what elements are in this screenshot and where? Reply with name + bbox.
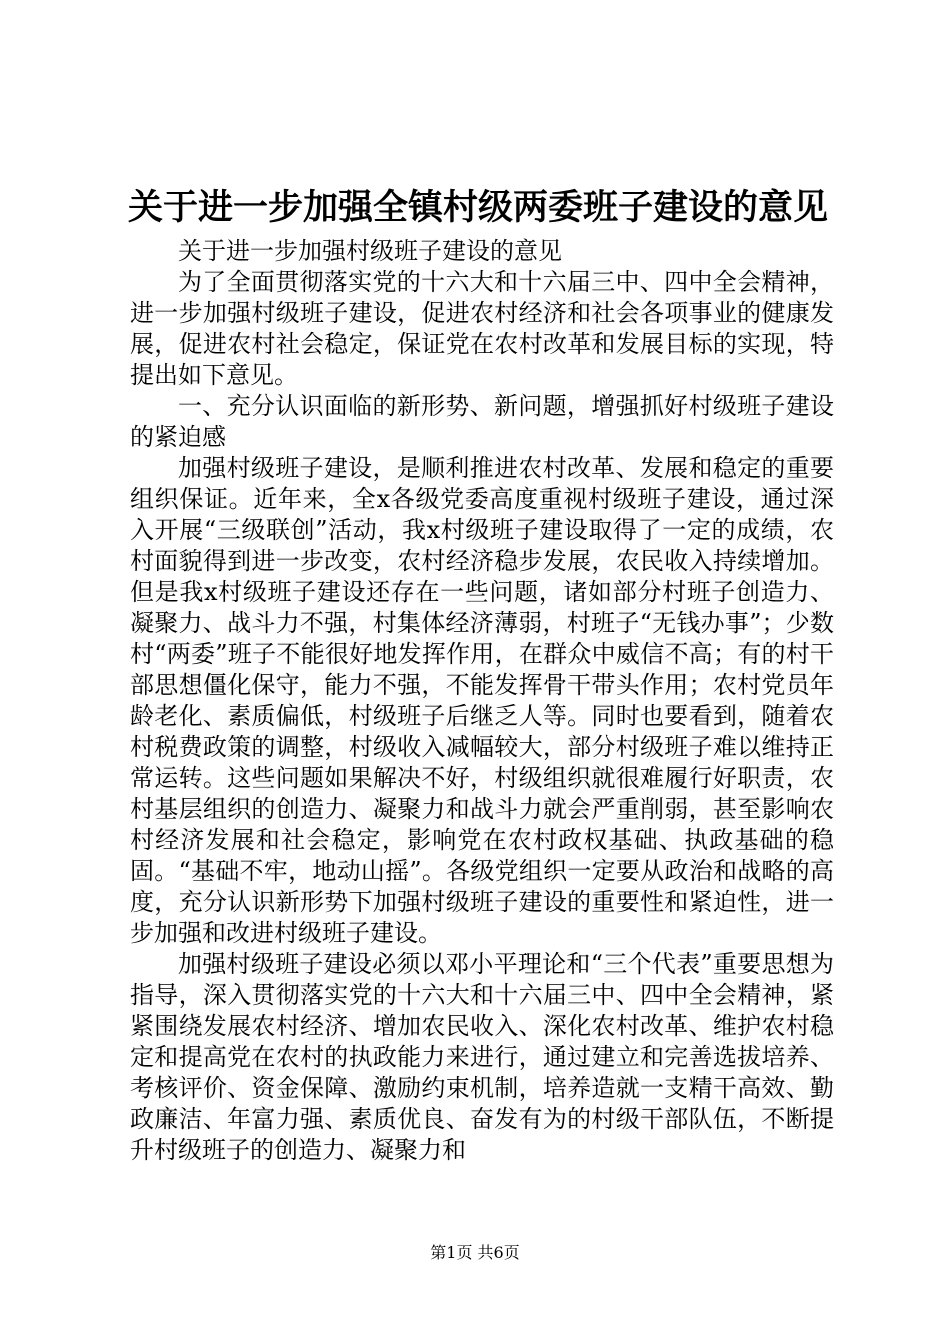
page-number-footer: 第1页 共6页 <box>430 1243 520 1262</box>
body-paragraph: 加强村级班子建设，是顺利推进农村改革、发展和稳定的重要组织保证。近年来，全x各级党委高度重视村级班子建设，通过深入开展“三级联创”活动，我x村级班子建设取得了一定的成绩，农村面貌得到进一步改变，农村经济稳步发展，农民收入持续增加。但是我x村级班子建设还存在一些问题，诸如部分村班子创造力、凝聚力、战斗力不强，村集体经济薄弱，村班子“无钱办事”；少数村“两委”班子不能很好地发挥作用，在群众中威信不高；有的村干部思想僵化保守，能力不强，不能发挥骨干带头作用；农村党员年龄老化、素质偏低，村级班子后继乏人等。同时也要看到，随着农村税费政策的调整，村级收入减幅较大，部分村级班子难以维持正常运转。这些问题如果解决不好，村级组织就很难履行好职责，农村基层组织的创造力、凝聚力和战斗力就会严重削弱，甚至影响农村经济发展和社会稳定，影响党在农村政权基础、执政基础的稳固。“基础不牢，地动山摇”。各级党组织一定要从政治和战略的高度，充分认识新形势下加强村级班子建设的重要性和紧迫性，进一步加强和改进村级班子建设。 <box>130 454 834 947</box>
subtitle-paragraph: 关于进一步加强村级班子建设的意见 <box>178 237 562 265</box>
document-body <box>130 236 834 1166</box>
section-heading: 一、充分认识面临的新形势、新问题，增强抓好村级班子建设的紧迫感 <box>130 392 834 451</box>
document-title: 关于进一步加强全镇村级两委班子建设的意见 <box>128 188 829 228</box>
intro-paragraph: 为了全面贯彻落实党的十六大和十六届三中、四中全会精神，进一步加强村级班子建设，促进农村经济和社会各项事业的健康发展，促进农村社会稳定，保证党在农村改革和发展目标的实现，特提出如下意见。 <box>130 268 834 389</box>
body-paragraph: 加强村级班子建设必须以邓小平理论和“三个代表”重要思想为指导，深入贯彻落实党的十六大和十六届三中、四中全会精神，紧紧围绕发展农村经济、增加农民收入、深化农村改革、维护农村稳定和提高党在农村的执政能力来进行，通过建立和完善选拔培养、考核评价、资金保障、激励约束机制，培养造就一支精干高效、勤政廉洁、年富力强、素质优良、奋发有为的村级干部队伍，不断提升村级班子的创造力、凝聚力和 <box>130 950 834 1164</box>
